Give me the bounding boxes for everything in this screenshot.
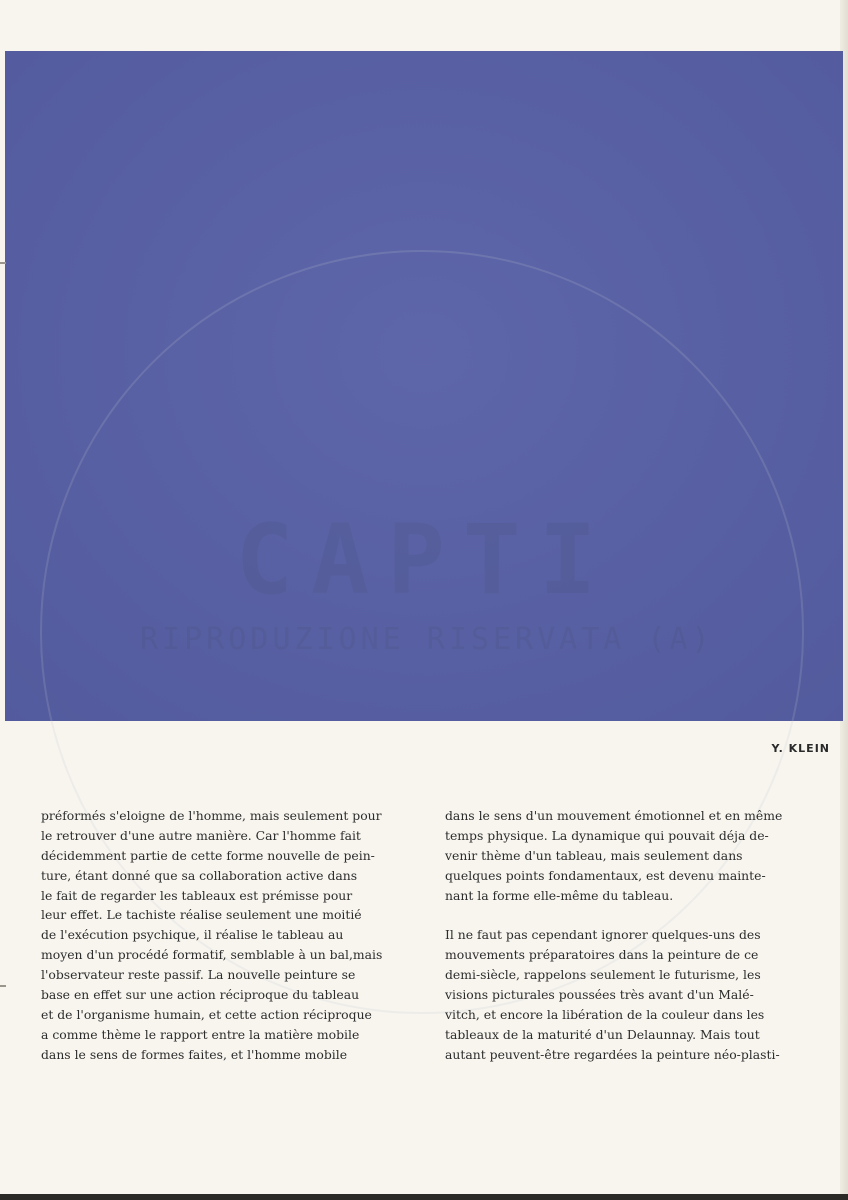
text-line: a comme thème le rapport entre la matière mobile	[41, 1026, 360, 1042]
text-line: le retrouver d'une autre manière. Car l'homme fait	[41, 827, 361, 843]
text-column-left	[41, 806, 411, 1065]
text-line: l'observateur reste passif. La nouvelle peinture se	[41, 967, 356, 983]
text-line: venir thème d'un tableau, mais seulement dans	[445, 847, 743, 863]
text-line: de l'exécution psychique, il réalise le tableau au	[41, 927, 344, 943]
text-line: ture, étant donné que sa collaboration active dans	[41, 867, 358, 883]
text-line: dans le sens d'un mouvement émotionnel et en même	[445, 808, 783, 823]
page-bottom-edge	[0, 1194, 848, 1200]
text-line: temps physique. La dynamique qui pouvait déja de-	[445, 827, 769, 843]
text-line: décidemment partie de cette forme nouvelle de pein-	[41, 847, 375, 863]
text-column-right	[445, 806, 815, 1065]
text-line: leur effet. Le tachiste réalise seulement une moitié	[41, 907, 362, 923]
text-line: préformés s'eloigne de l'homme, mais seulement pour	[41, 808, 382, 823]
text-line: mouvements préparatoires dans la peinture de ce	[445, 947, 759, 963]
text-line: quelques points fondamentaux, est devenu mainte-	[445, 867, 766, 883]
text-line: moyen d'un procédé formatif, semblable à un bal,mais	[41, 947, 383, 963]
text-line: le fait de regarder les tableaux est prémisse pour	[41, 887, 353, 903]
binding-mark	[0, 262, 6, 264]
paragraph-gap	[445, 905, 815, 925]
text-line: autant peuvent-être regardées la peinture néo-plasti-	[445, 1046, 780, 1062]
plate-shading	[5, 51, 843, 721]
text-line: et de l'organisme humain, et cette action réciproque	[41, 1006, 372, 1022]
text-line: tableaux de la maturité d'un Delaunnay. Mais tout	[445, 1026, 760, 1042]
text-line: vitch, et encore la libération de la couleur dans les	[445, 1007, 765, 1023]
text-line: demi-siècle, rappelons seulement le futurisme, les	[445, 967, 761, 983]
text-line: nant la forme elle-même du tableau.	[445, 887, 674, 903]
author-credit: Y. KLEIN	[771, 742, 830, 755]
text-line: base en effet sur une action réciproque du tableau	[41, 987, 360, 1003]
binding-mark	[0, 985, 6, 987]
text-line: dans le sens de formes faites, et l'homme mobile	[41, 1046, 348, 1062]
text-line: visions picturales poussées très avant d'un Malé-	[445, 987, 754, 1003]
text-line: Il ne faut pas cependant ignorer quelques-uns des	[445, 927, 761, 943]
blue-monochrome-plate	[5, 51, 843, 721]
